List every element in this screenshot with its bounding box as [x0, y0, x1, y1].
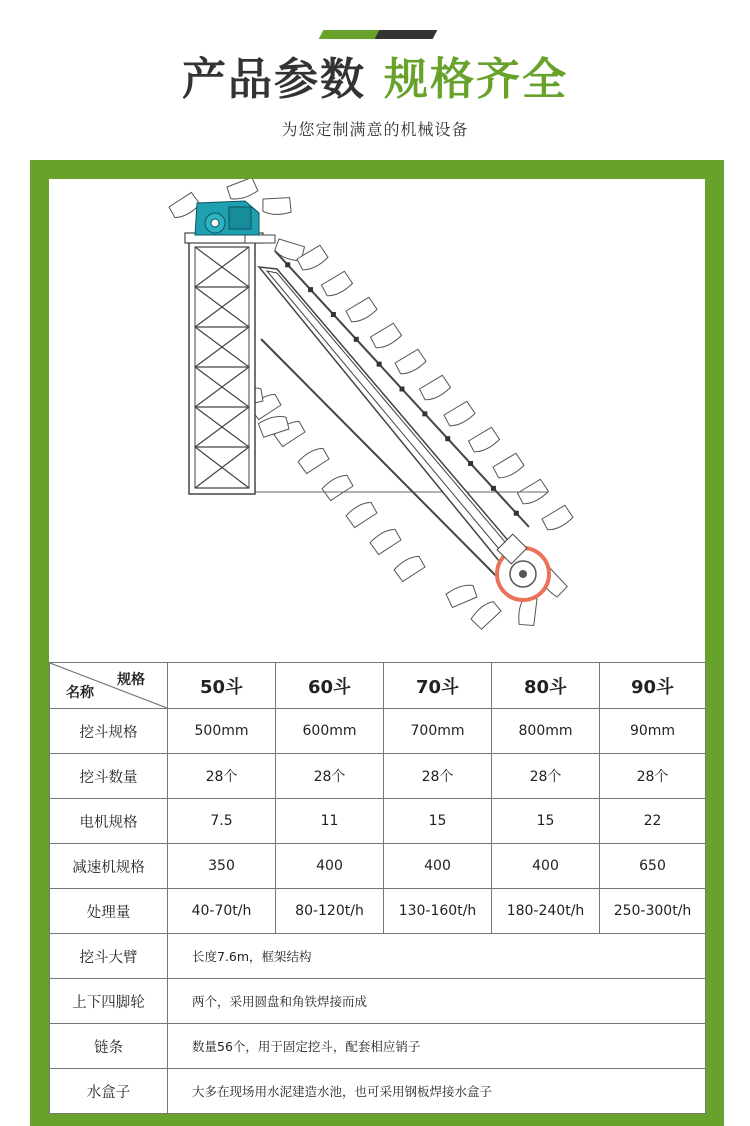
table-cell: 800mm — [492, 709, 600, 754]
corner-label-spec: 规格 — [117, 672, 145, 688]
table-row — [50, 799, 706, 844]
table-note: 两个，采用圆盘和角铁焊接而成 — [168, 979, 706, 1024]
table-row — [50, 709, 706, 754]
table-cell: 350 — [168, 844, 276, 889]
table-note: 长度7.6m，框架结构 — [168, 934, 706, 979]
model-header: 80斗 — [492, 663, 600, 709]
table-cell: 28个 — [492, 754, 600, 799]
model-header: 60斗 — [276, 663, 384, 709]
table-cell: 22 — [600, 799, 706, 844]
model-header: 70斗 — [384, 663, 492, 709]
table-row — [50, 889, 706, 934]
table-row — [50, 754, 706, 799]
row-label: 挖斗规格 — [50, 709, 168, 754]
table-row — [50, 844, 706, 889]
row-label: 挖斗大臂 — [50, 934, 168, 979]
spec-panel-frame — [30, 160, 724, 1126]
spec-table — [49, 662, 706, 1114]
page-subtitle: 为您定制满意的机械设备 — [281, 120, 469, 139]
table-cell: 15 — [492, 799, 600, 844]
row-label: 减速机规格 — [50, 844, 168, 889]
table-cell: 40-70t/h — [168, 889, 276, 934]
row-label: 挖斗数量 — [50, 754, 168, 799]
table-cell: 130-160t/h — [384, 889, 492, 934]
table-cell: 400 — [276, 844, 384, 889]
table-row — [50, 1069, 706, 1114]
table-note: 大多在现场用水泥建造水池，也可采用钢板焊接水盒子 — [168, 1069, 706, 1114]
table-row — [50, 979, 706, 1024]
table-row — [50, 1024, 706, 1069]
dark-stripe — [375, 30, 438, 39]
table-cell: 7.5 — [168, 799, 276, 844]
table-cell: 28个 — [600, 754, 706, 799]
table-row — [50, 934, 706, 979]
row-label: 链条 — [50, 1024, 168, 1069]
row-label: 上下四脚轮 — [50, 979, 168, 1024]
table-cell: 28个 — [276, 754, 384, 799]
table-cell: 250-300t/h — [600, 889, 706, 934]
spec-panel — [49, 179, 705, 1113]
page-title — [0, 52, 750, 108]
table-cell: 11 — [276, 799, 384, 844]
corner-label-name: 名称 — [66, 685, 94, 701]
title-part-2: 规格齐全 — [384, 54, 568, 105]
row-label: 电机规格 — [50, 799, 168, 844]
model-header: 50斗 — [168, 663, 276, 709]
table-note: 数量56个，用于固定挖斗，配套相应销子 — [168, 1024, 706, 1069]
row-label: 处理量 — [50, 889, 168, 934]
table-cell: 400 — [384, 844, 492, 889]
table-cell: 28个 — [168, 754, 276, 799]
header-decoration — [321, 30, 433, 40]
title-part-1: 产品参数 — [182, 54, 366, 105]
table-cell: 600mm — [276, 709, 384, 754]
table-cell: 180-240t/h — [492, 889, 600, 934]
table-cell: 700mm — [384, 709, 492, 754]
table-cell: 90mm — [600, 709, 706, 754]
green-stripe — [319, 30, 382, 39]
table-corner-cell — [50, 663, 168, 709]
table-cell: 500mm — [168, 709, 276, 754]
table-cell: 400 — [492, 844, 600, 889]
row-label: 水盒子 — [50, 1069, 168, 1114]
table-cell: 650 — [600, 844, 706, 889]
trencher-diagram-icon — [49, 179, 705, 649]
model-header: 90斗 — [600, 663, 706, 709]
table-header-row — [50, 663, 706, 709]
table-cell: 15 — [384, 799, 492, 844]
table-cell: 28个 — [384, 754, 492, 799]
table-cell: 80-120t/h — [276, 889, 384, 934]
